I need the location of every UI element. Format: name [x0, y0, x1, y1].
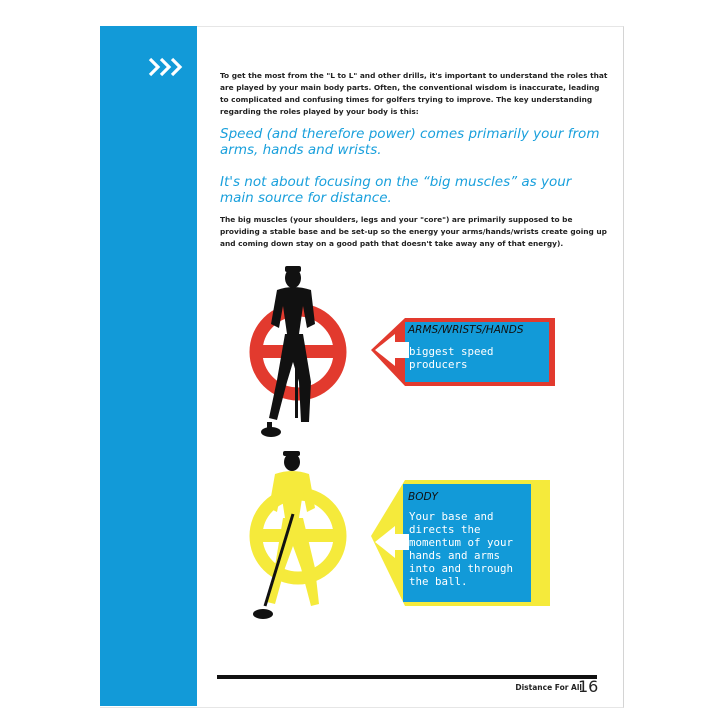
footer-label: Distance For All [515, 683, 582, 692]
intro-paragraph: To get the most from the "L to L" and other drills, it's important to understand the roles that are played by your main body parts. Often, the conventional wisdom is inaccurate, leading to complicated and confusing times for golfers trying to improve. The key understanding regarding the roles played by your body is this: [220, 71, 608, 116]
page-number: 16 [578, 677, 599, 696]
golfer-silhouette-yellow [283, 451, 300, 471]
callout-text-arms: biggest speed producers [409, 345, 494, 371]
callout-title-arms: ARMS/WRISTS/HANDS [408, 324, 524, 336]
callout-text-body: Your base and directs the momentum of your hands and arms into and through the ball. [409, 510, 514, 588]
footer-rule [217, 675, 597, 679]
callout-title-body: BODY [408, 491, 438, 503]
sidebar-bar [100, 26, 197, 706]
highlight-speed: Speed (and therefore power) comes primarily your from arms, hands and wrists. [220, 126, 600, 158]
highlight-big-muscles: It's not about focusing on the “big muscles” as your main source for distance. [220, 174, 572, 206]
triple-chevron-right-icon [148, 56, 184, 78]
body-paragraph: The big muscles (your shoulders, legs and your "core") are primarily supposed to be providing a stable base and be set-up so the energy your arms/hands/wrists create going up and coming down stay on a good path that doesn't take away any of that energy). [220, 215, 607, 248]
